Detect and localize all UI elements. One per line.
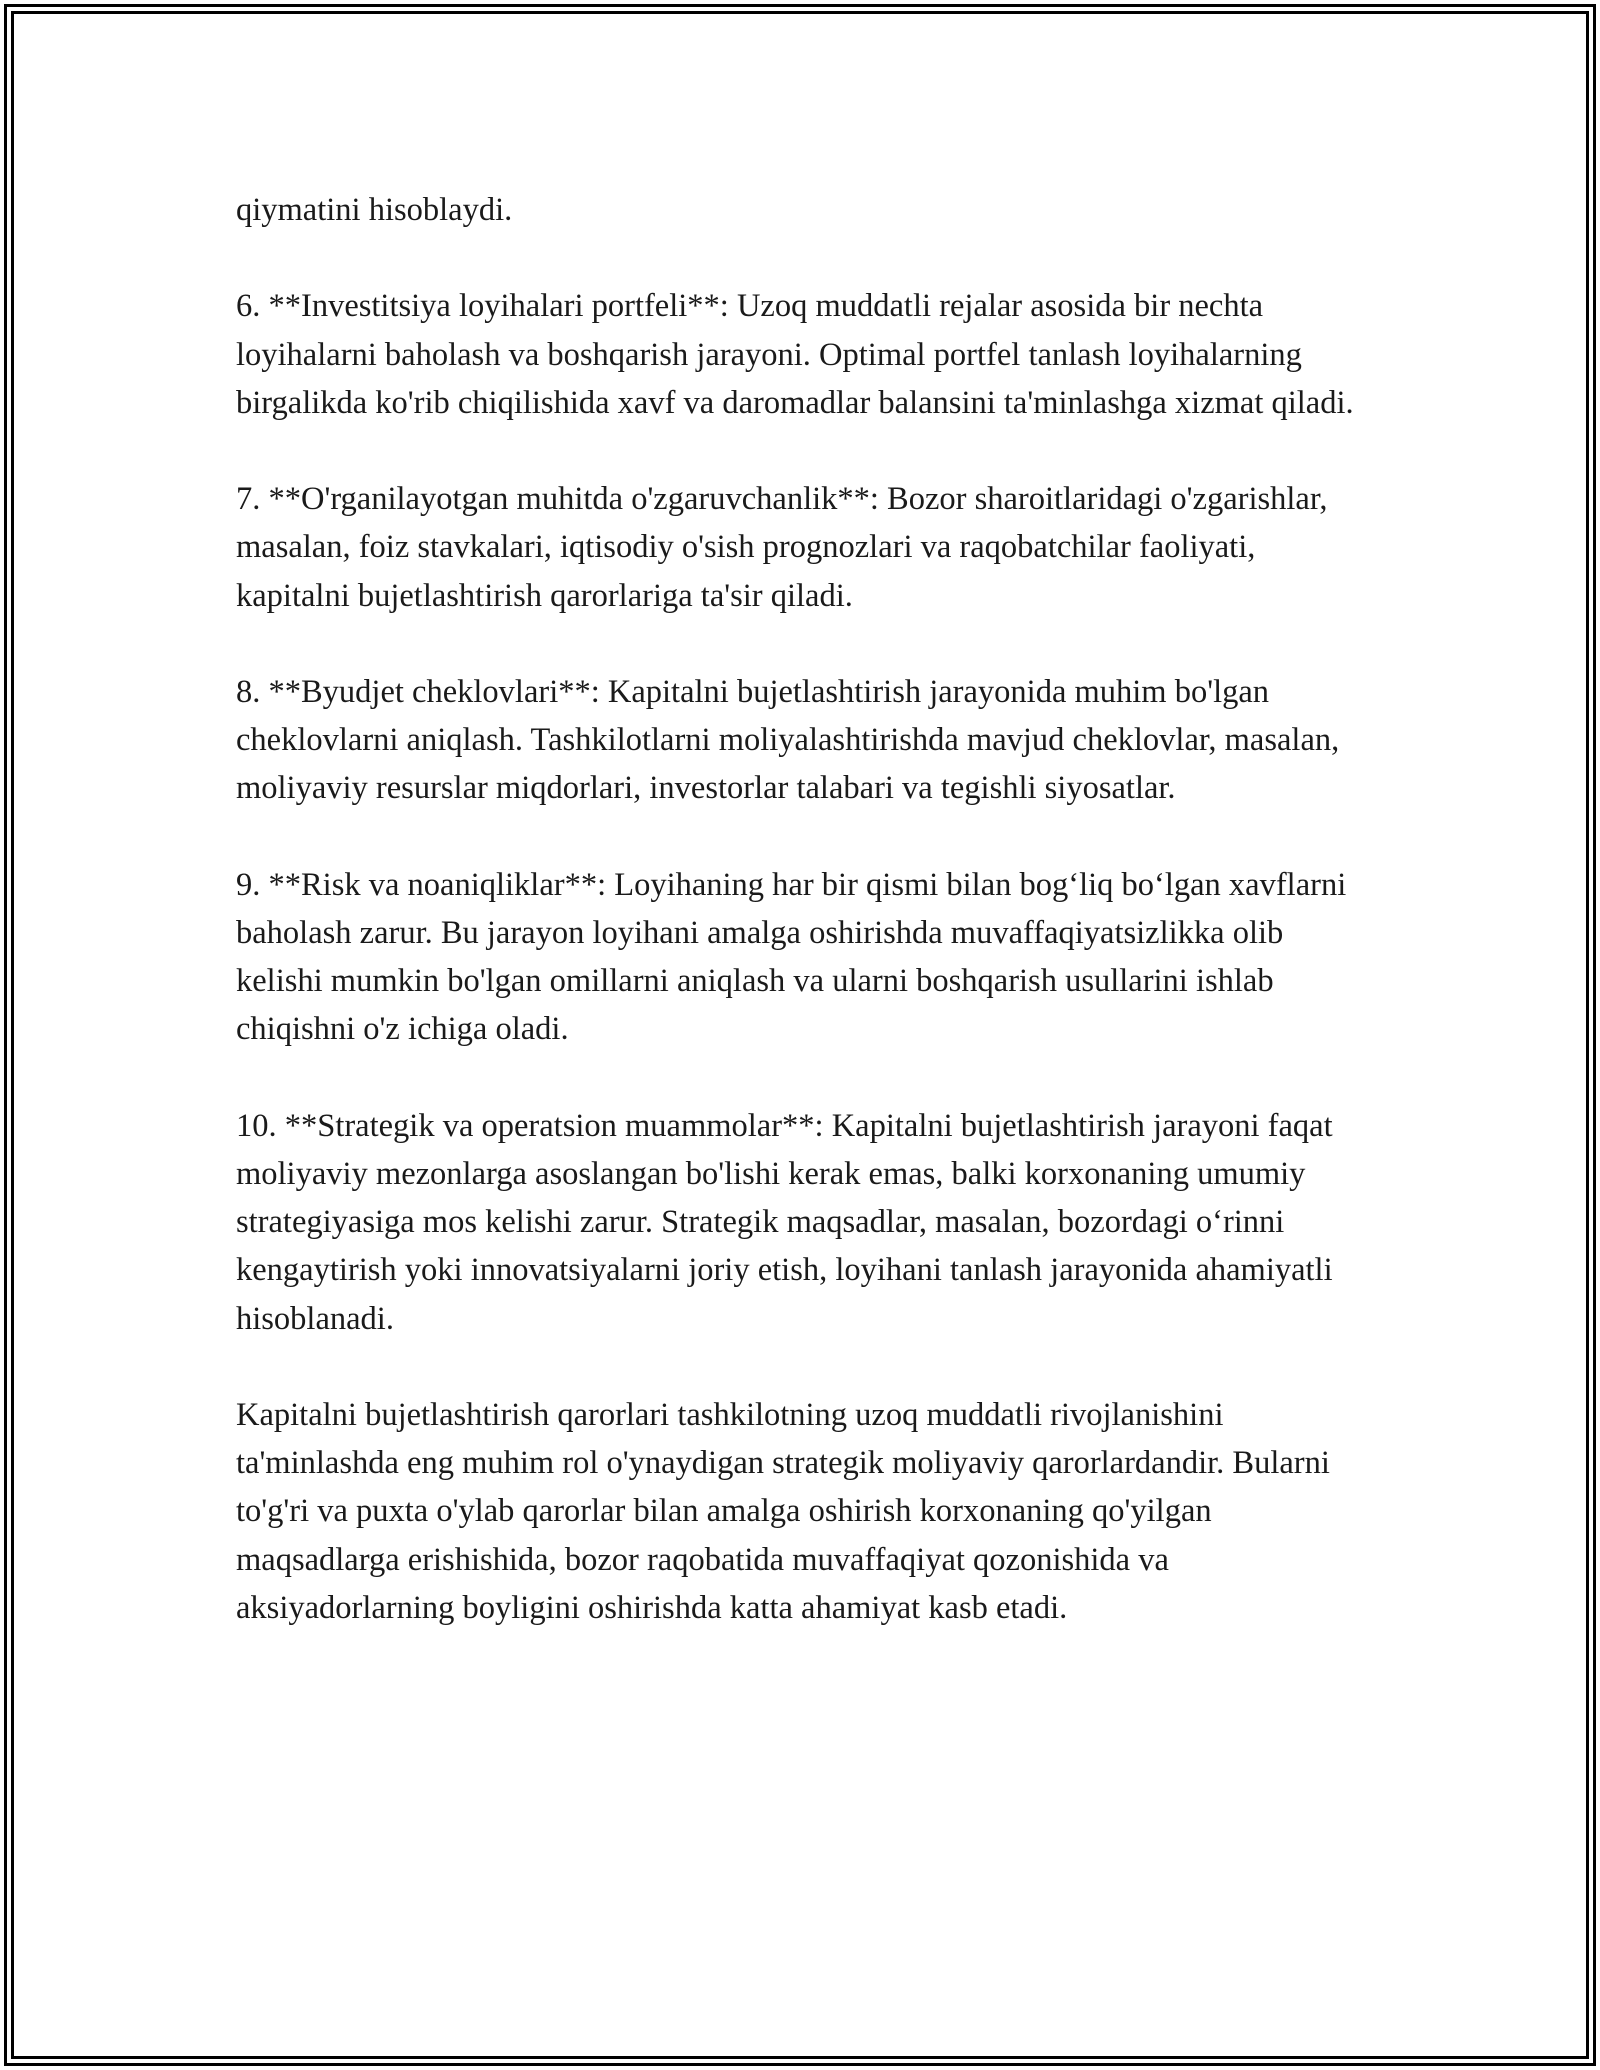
paragraph-item-9: 9. **Risk va noaniqliklar**: Loyihaning har bir qismi bilan bog‘liq bo‘lgan xavflarni baholash zarur. Bu jarayon loyihani amalga oshirishda muvaffaqiyatsizlikka olib kelishi mumkin bo'lgan omillarni aniqlash va ularni boshqarish usullarini ishlab chiqishni o'z ichiga oladi. <box>236 866 1347 1048</box>
paragraph-item-6: 6. **Investitsiya loyihalari portfeli**: Uzoq muddatli rejalar asosida bir nechta loyihalarni baholash va boshqarish jarayoni. Optimal portfel tanlash loyihalarning birgalikda ko'rib chiqilishida xavf va daromadlar balansini ta'minlashga xizmat qiladi. <box>236 288 1354 421</box>
paragraph-item-10: 10. **Strategik va operatsion muammolar**: Kapitalni bujetlashtirish jarayoni faqat moliyaviy mezonlarga asoslangan bo'lishi kerak emas, balki korxonaning umumiy strategiyasiga mos kelishi zarur. Strategik maqsadlar, masalan, bozordagi o‘rinni kengaytirish yoki innovatsiyalarni joriy etish, loyihani tanlash jarayonida ahamiyatli hisoblanadi. <box>236 1107 1333 1337</box>
paragraph-continuation: qiymatini hisoblaydi. <box>236 192 513 228</box>
document-body <box>236 186 1366 1632</box>
paragraph-item-8: 8. **Byudjet cheklovlari**: Kapitalni bujetlashtirish jarayonida muhim bo'lgan cheklovlarni aniqlash. Tashkilotlarni moliyalashtirishda mavjud cheklovlar, masalan, moliyaviy resurslar miqdorlari, investorlar talabari va tegishli siyosatlar. <box>236 673 1340 807</box>
paragraph-item-7: 7. **O'rganilayotgan muhitda o'zgaruvchanlik**: Bozor sharoitlaridagi o'zgarishlar, masalan, foiz stavkalari, iqtisodiy o'sish prognozlari va raqobatchilar faoliyati, kapitalni bujetlashtirish qarorlariga ta'sir qiladi. <box>236 481 1328 614</box>
paragraph-conclusion: Kapitalni bujetlashtirish qarorlari tashkilotning uzoq muddatli rivojlanishini ta'minlashda eng muhim rol o'ynaydigan strategik moliyaviy qarorlardandir. Bularni to'g'ri va puxta o'ylab qarorlar bilan amalga oshirish korxonaning qo'yilgan maqsadlarga erishishida, bozor raqobatida muvaffaqiyat qozonishida va aksiyadorlarning boyligini oshirishda katta ahamiyat kasb etadi. <box>236 1396 1330 1626</box>
